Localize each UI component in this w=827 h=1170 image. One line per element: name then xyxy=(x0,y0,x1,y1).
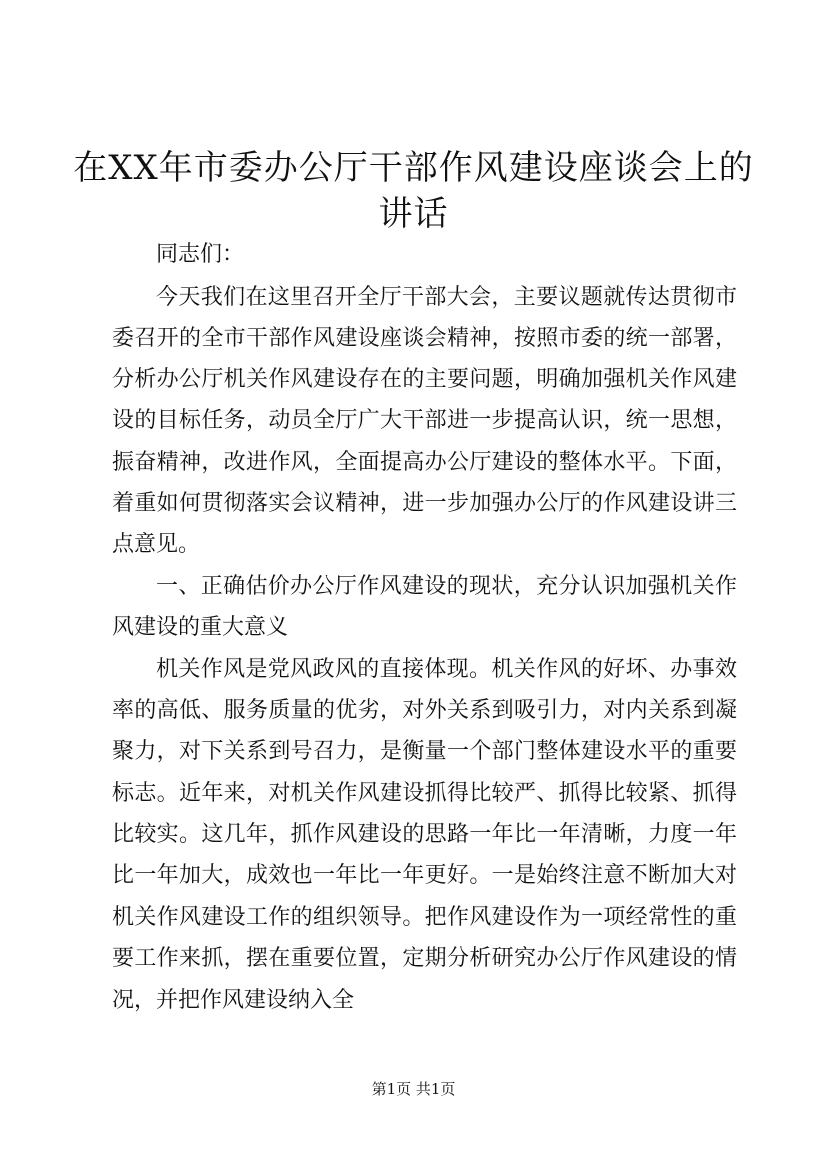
paragraph-line: 要工作来抓，摆在重要位置，定期分析研究办公厅作风建设的情 xyxy=(112,946,737,971)
section-heading-line: 一、正确估价办公厅作风建设的现状，充分认识加强机关作 xyxy=(156,574,737,599)
paragraph-line: 振奋精神，改进作风，全面提高办公厅建设的整体水平。下面， xyxy=(112,450,737,475)
paragraph-line: 况，并把作风建设纳入全 xyxy=(112,988,355,1013)
paragraph-line: 聚力，对下关系到号召力，是衡量一个部门整体建设水平的重要 xyxy=(112,739,737,764)
page-number-footer: 第1页 共1页 xyxy=(371,1080,456,1098)
paragraph-line: 率的高低、服务质量的优劣，对外关系到吸引力，对内关系到凝 xyxy=(112,698,737,723)
paragraph-line: 比较实。这几年，抓作风建设的思路一年比一年清晰，力度一年 xyxy=(112,822,737,847)
paragraph-line: 标志。近年来，对机关作风建设抓得比较严、抓得比较紧、抓得 xyxy=(112,781,737,806)
paragraph-line: 点意见。 xyxy=(112,532,201,557)
paragraph-line: 设的目标任务，动员全厅广大干部进一步提高认识，统一思想， xyxy=(112,408,737,433)
document-title-line-2: 讲话 xyxy=(378,194,449,234)
greeting: 同志们： xyxy=(156,242,245,267)
paragraph-line: 委召开的全市干部作风建设座谈会精神，按照市委的统一部署， xyxy=(112,326,737,351)
paragraph-line: 今天我们在这里召开全厅干部大会，主要议题就传达贯彻市 xyxy=(156,285,737,310)
paragraph-line: 机关作风是党风政风的直接体现。机关作风的好坏、办事效 xyxy=(156,657,737,682)
paragraph-line: 分析办公厅机关作风建设存在的主要问题，明确加强机关作风建 xyxy=(112,367,737,392)
paragraph-line: 机关作风建设工作的组织领导。把作风建设作为一项经常性的重 xyxy=(112,905,737,930)
paragraph-line: 比一年加大，成效也一年比一年更好。一是始终注意不断加大对 xyxy=(112,863,737,888)
paragraph-line: 着重如何贯彻落实会议精神，进一步加强办公厅的作风建设讲三 xyxy=(112,491,737,516)
document-title-line-1: 在XX年市委办公厅干部作风建设座谈会上的 xyxy=(73,148,754,188)
section-heading-line: 风建设的重大意义 xyxy=(112,615,289,640)
